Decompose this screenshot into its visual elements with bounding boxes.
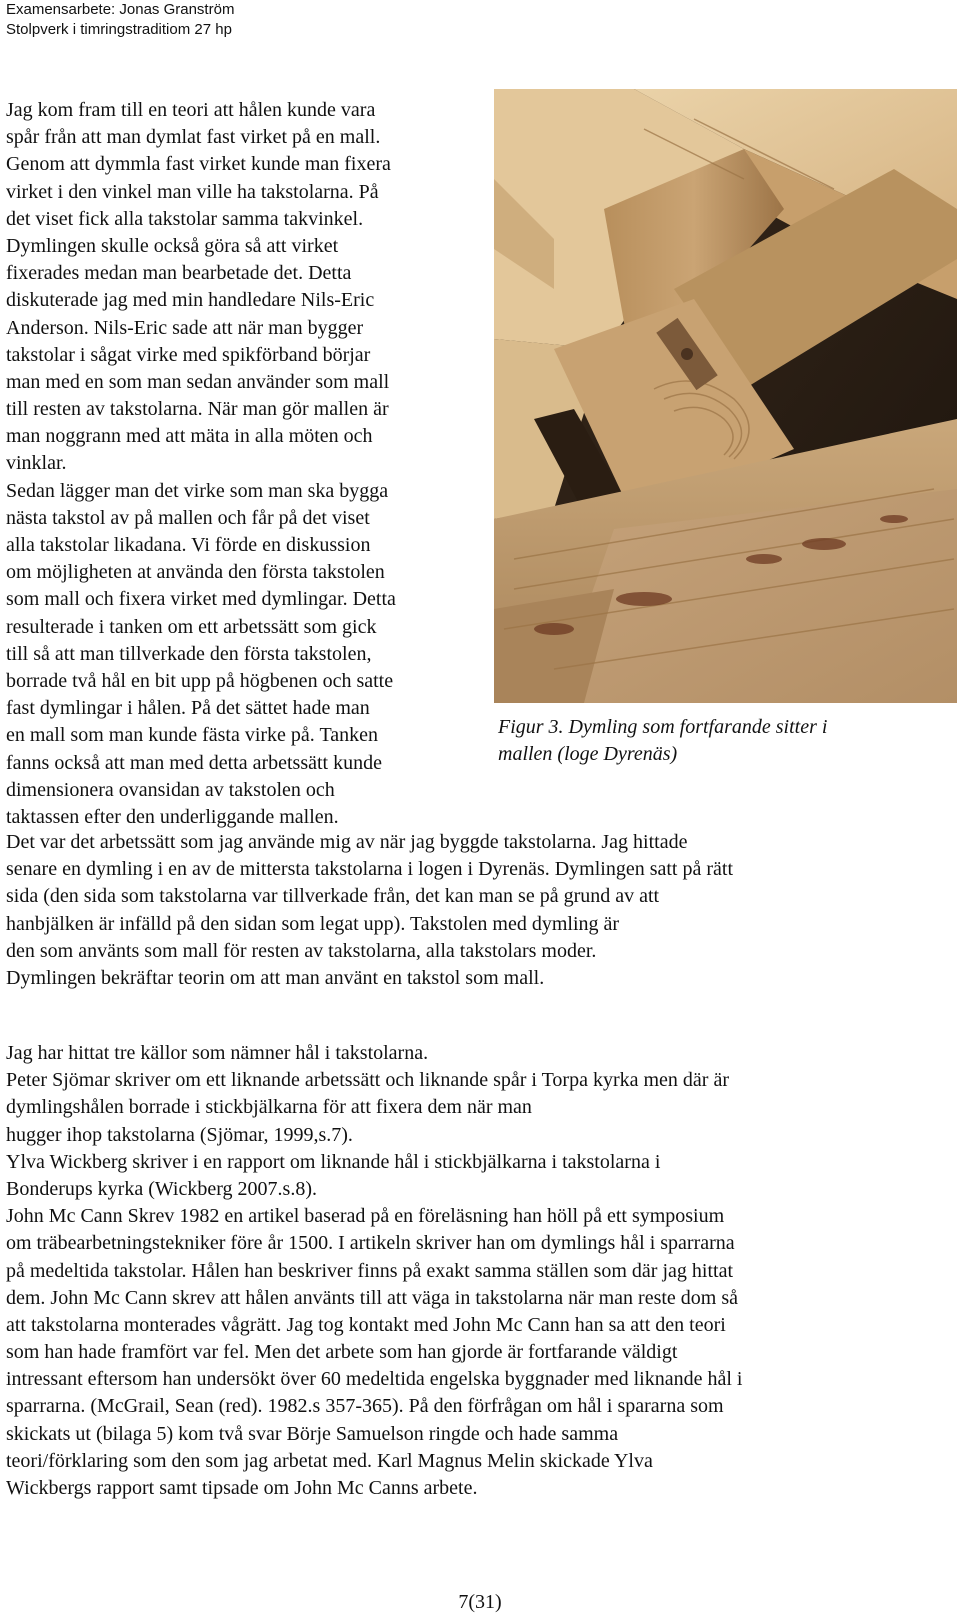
text-line: Bonderups kyrka (Wickberg 2007.s.8).	[6, 1177, 317, 1200]
text-line: att takstolarna monterades vågrätt. Jag tog kontakt med John Mc Cann han sa att den teori	[6, 1313, 726, 1336]
text-line: Genom att dymmla fast virket kunde man fixera	[6, 153, 391, 176]
paragraph-2	[6, 829, 946, 992]
text-line: John Mc Cann Skrev 1982 en artikel baserad på en föreläsning han höll på ett symposium	[6, 1205, 725, 1228]
text-line: nästa takstol av på mallen och får på det viset	[6, 506, 370, 529]
text-line: Anderson. Nils-Eric sade att när man bygger	[6, 316, 364, 339]
text-line: resulterade i tanken om ett arbetssätt som gick	[6, 615, 377, 638]
text-line: diskuterade jag med min handledare Nils-Eric	[6, 289, 375, 312]
text-line: det viset fick alla takstolar samma takvinkel.	[6, 207, 364, 230]
text-line: Dymlingen skulle också göra så att virket	[6, 234, 339, 257]
text-line: Det var det arbetssätt som jag använde mig av när jag byggde takstolarna. Jag hittade	[6, 831, 688, 853]
text-line: takstolar i sågat virke med spikförband börjar	[6, 343, 371, 366]
left-column-text	[6, 97, 476, 831]
text-line: Peter Sjömar skriver om ett liknande arbetssätt och liknande spår i Torpa kyrka men där är	[6, 1069, 730, 1092]
text-line: intressant eftersom han undersökt över 60 medeltida engelska byggnader med liknande hål i	[6, 1368, 743, 1391]
text-line: som mall och fixera virket med dymlingar. Detta	[6, 588, 396, 611]
text-line: Dymlingen bekräftar teorin om att man använt en takstol som mall.	[6, 966, 545, 989]
text-line: till resten av takstolarna. När man gör mallen är	[6, 398, 389, 421]
text-line: man noggrann med att mäta in alla möten och	[6, 425, 373, 448]
text-line: alla takstolar likadana. Vi förde en diskussion	[6, 534, 371, 556]
text-line: sparrarna. (McGrail, Sean (red). 1982.s 357-365). På den förfrågan om hål i spararna som	[6, 1395, 724, 1418]
text-line: den som använts som mall för resten av takstolarna, alla takstolars moder.	[6, 939, 597, 962]
text-line: om träbearbetningstekniker före år 1500. I artikeln skriver han om dymlings hål i sparrarna	[6, 1232, 735, 1255]
text-line: Jag har hittat tre källor som nämner hål i takstolarna.	[6, 1042, 429, 1064]
text-line: på medeltida takstolar. Hålen han beskriver finns på exakt samma ställen som där jag hittat	[6, 1259, 734, 1282]
text-line: som han hade framfört var fel. Men det arbete som han gjorde är fortfarande väldigt	[6, 1341, 678, 1364]
text-line: fixerades medan man bearbetade det. Detta	[6, 262, 352, 285]
text-line: hanbjälken är infälld på den sidan som legat upp). Takstolen med dymling är	[6, 912, 620, 935]
text-line: Ylva Wickberg skriver i en rapport om liknande hål i stickbjälkarna i takstolarna i	[6, 1150, 661, 1173]
text-line: sida (den sida som takstolarna var tillverkade från, det kan man se på grund av att	[6, 885, 660, 908]
text-line: borrade två hål en bit upp på högbenen och satte	[6, 669, 394, 692]
text-line: en mall som man kunde fästa virke på. Tanken	[6, 724, 379, 747]
text-line: fanns också att man med detta arbetssätt kunde	[6, 751, 382, 774]
text-line: teori/förklaring som den som jag arbetat med. Karl Magnus Melin skickade Ylva	[6, 1449, 653, 1472]
text-line: skickats ut (bilaga 5) kom två svar Börje Samuelson ringde och hade samma	[6, 1422, 619, 1445]
text-line: virket i den vinkel man ville ha takstolarna. På	[6, 180, 379, 203]
header-course: Stolpverk i timringstraditiom 27 hp	[6, 21, 232, 38]
text-line: Wickbergs rapport samt tipsade om John Mc Canns arbete.	[6, 1477, 478, 1499]
figure-caption	[498, 714, 948, 768]
page-header	[6, 0, 234, 40]
text-line: man med en som man sedan använder som mall	[6, 370, 390, 393]
text-line: dimensionera ovansidan av takstolen och	[6, 778, 335, 801]
figure-photo-roof-truss-dowel	[494, 89, 957, 703]
text-line: dem. John Mc Cann skrev att hålen använts till att väga in takstolarna när man reste dom så	[6, 1286, 739, 1309]
text-line: vinklar.	[6, 452, 67, 475]
text-line: spår från att man dymlat fast virket på en mall.	[6, 126, 381, 149]
text-line: dymlingshålen borrade i stickbjälkarna för att fixera dem när man	[6, 1096, 532, 1119]
text-line: till så att man tillverkade den första takstolen,	[6, 642, 372, 665]
text-line: fast dymlingar i hålen. På det sättet hade man	[6, 697, 370, 720]
header-author: Examensarbete: Jonas Granström	[6, 1, 235, 18]
text-line: senare en dymling i en av de mittersta takstolarna i logen i Dyrenäs. Dymlingen satt på rätt	[6, 858, 734, 881]
text-line: taktassen efter den underliggande mallen.	[6, 805, 339, 828]
text-line: Sedan lägger man det virke som man ska bygga	[6, 479, 389, 502]
text-line: om möjligheten at använda den första takstolen	[6, 561, 385, 584]
caption-line: Figur 3. Dymling som fortfarande sitter i	[498, 716, 828, 738]
paragraph-3	[6, 1040, 946, 1502]
text-line: hugger ihop takstolarna (Sjömar, 1999,s.7).	[6, 1123, 353, 1146]
text-line: Jag kom fram till en teori att hålen kunde vara	[6, 99, 376, 121]
caption-line: mallen (loge Dyrenäs)	[498, 743, 678, 765]
page-number: 7(31)	[458, 1591, 502, 1613]
